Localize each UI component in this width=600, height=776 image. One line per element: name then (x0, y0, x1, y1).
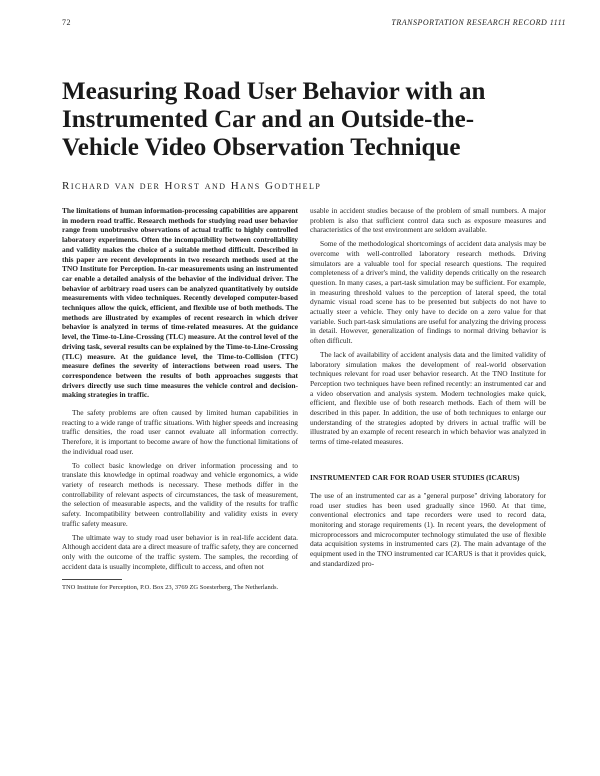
page-number: 72 (62, 18, 71, 27)
body-paragraph: The ultimate way to study road user behavior is in real-life accident data. Although accident data are a direct measure of traffic safety, they are concerned only with the outcome of the traffic system. The samples, the recording of accident data is usually incomplete, difficult to access, and often not (62, 532, 298, 571)
abstract: The limitations of human information-processing capabilities are apparent in modern road traffic. Research methods for studying road user behavior range from unobtrusive observations of actual traffic to highly controlled laboratory experiments. Often the incompatibility between controllability and validity makes the choice of a suitable method difficult. Described in this paper are recent developments in two research methods used at the TNO Institute for Perception. In-car measurements using an instrumented car enable a detailed analysis of the behavior of the individual driver. The behavior of arbitrary road users can be analyzed quantitatively by outside measurements with video techniques. Recently developed computer-based techniques allow the quick, efficient, and flexible use of both methods. The methods are illustrated by examples of recent research in which driver behavior is analyzed in terms of time-related measures. At the guidance level, the Time-to-Line-Crossing (TLC) measure. At the control level of the driving task, several results can be explained by the Time-to-Line-Crossing (TLC) measure. At the guidance level, the Time-to-Collision (TTC) measure defines the severity of interactions between road users. The correspondence between the results of both approaches suggests that drivers directly use such time measures the vehicle control and decision-making strategies in traffic. (62, 206, 298, 400)
paper-authors: Richard van der Horst and Hans Godthelp (62, 180, 322, 192)
body-paragraph: To collect basic knowledge on driver information processing and to translate this knowledge in optimal roadway and vehicle ergonomics, a wide variety of research methods is necessary. These methods differ in the controllability of relevant aspects of circumstances, the task of measurement, the selection of measurable aspects, and the validity of the results for traffic safety. Incompatibility between controllability and validity exists in every traffic safety measure. (62, 460, 298, 528)
footnote-divider (62, 579, 122, 580)
left-column (62, 206, 298, 592)
body-paragraph: The use of an instrumented car as a "general purpose" driving laboratory for road user studies has been used gradually since 1960. At that time, conventional electronics and tape recorders were used to record data, monitoring and storage requirements (1). In recent years, the development of microprocessors and microcomputer technology stimulated the use of flexible data acquisition systems in instrumented cars (2). The main advantage of the equipment used in the TNO instrumented car ICARUS is that it provides quick, and standardized pro- (310, 490, 546, 568)
author-affiliation-footnote: TNO Institute for Perception, P.O. Box 23, 3769 ZG Soesterberg, The Netherlands. (62, 584, 279, 592)
running-header (62, 18, 566, 30)
journal-name: TRANSPORTATION RESEARCH RECORD 1111 (391, 18, 566, 27)
body-paragraph: usable in accident studies because of the problem of small numbers. A major problem is also that sufficient control data such as exposure measures and characteristics of the test environment are seldom available. (310, 206, 546, 235)
right-column (310, 206, 546, 573)
body-paragraph: Some of the methodological shortcomings of accident data analysis may be overcome with well-controlled laboratory research methods. Driving simulators are a valuable tool for special research questions. The required completeness of a driver's mind, the validity depends critically on the research question. In many cases, a part-task simulation may be sufficient. For example, in measuring threshold values to the perception of lateral speed, the total dynamic visual road scene has to be presented but subjects do not have to actually steer a vehicle. They only have to decide on a zero value for that variable. Such part-task simulations are useful for analyzing the driving process in detail. However, generalization of findings to normal driving behavior is often difficult. (310, 239, 546, 346)
paper-title: Measuring Road User Behavior with an Instrumented Car and an Outside-the-Vehicle Video Observation Technique (62, 78, 486, 161)
body-paragraph: The safety problems are often caused by limited human capabilities in reacting to a wide range of traffic situations. With higher speeds and increasing traffic densities, the road user cannot evaluate all information correctly. Therefore, it is important to become aware of how the functional limitations of the individual road user. (62, 408, 298, 456)
body-paragraph: The lack of availability of accident analysis data and the limited validity of laboratory simulation makes the development of real-world observation techniques relevant for road user behavior research. At the TNO Institute for Perception two techniques have been refined recently: an instrumented car and a video observation and analysis system. Modern technologies make quick, efficient, and flexible use of both research methods. Each of them will be described in this paper. In addition, the use of both techniques to enlarge our understanding of the strategies adopted by drivers in actual traffic will be illustrated by an example of recent research in which behavior was analyzed in terms of time-related measures. (310, 349, 546, 447)
section-heading: INSTRUMENTED CAR FOR ROAD USER STUDIES (ICARUS) (310, 472, 520, 482)
